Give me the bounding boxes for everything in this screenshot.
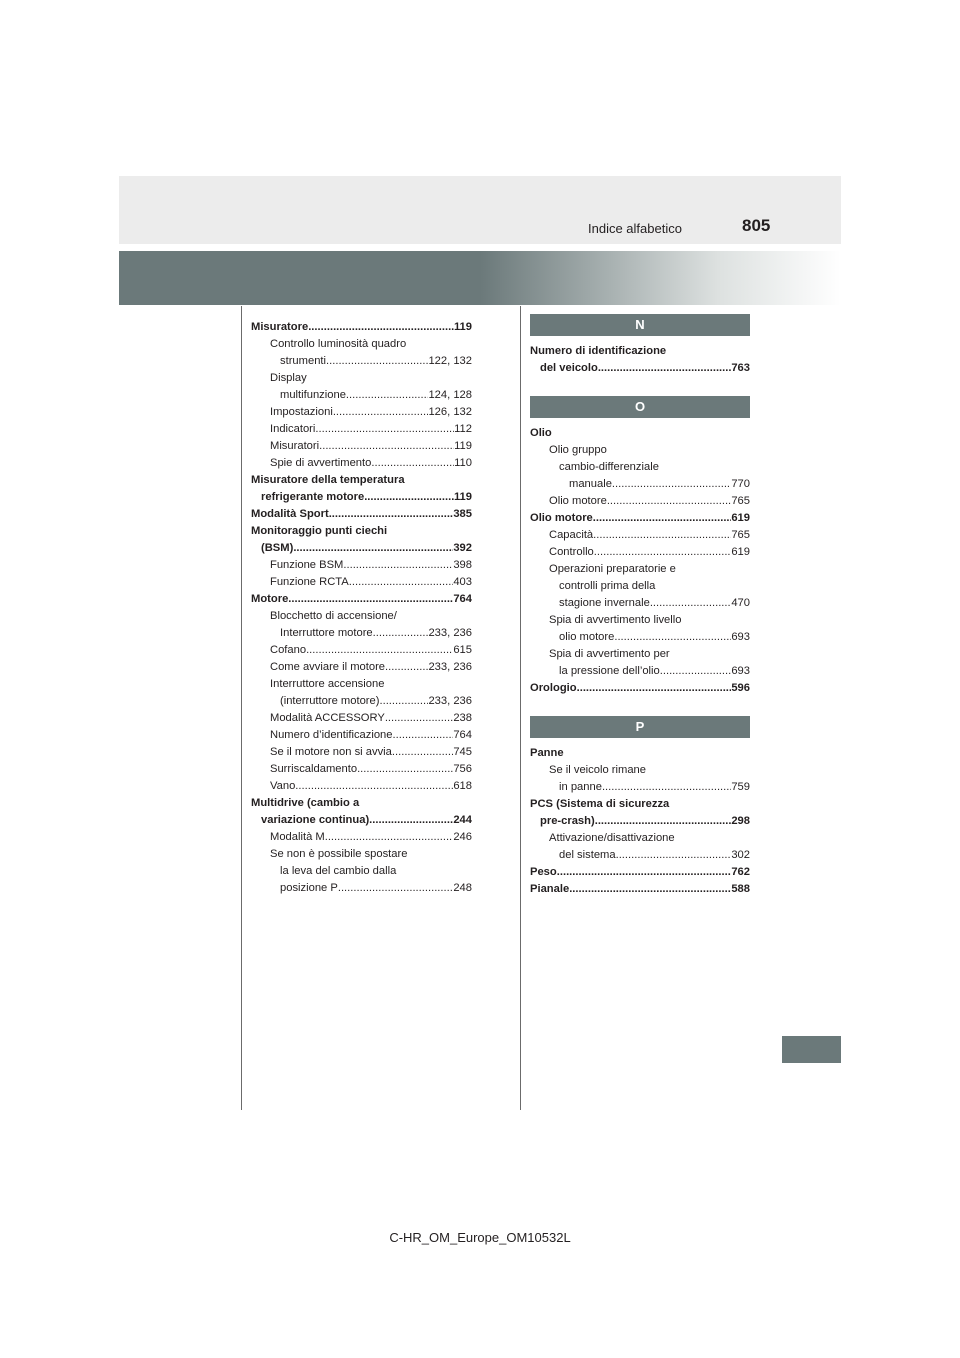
middle-column-rule [520,306,521,1110]
entry-line: Blocchetto di accensione/ [270,610,397,622]
index-subentry[interactable] [530,527,750,544]
entry-line [270,693,472,710]
entry-text: Funzione BSM [270,559,344,571]
entry-line [530,510,750,527]
entry-line: Se non è possibile spostare [270,848,408,860]
entry-text: olio motore [559,631,615,643]
entry-text: Modalità ACCESSORY [270,712,385,724]
left-column-rule [241,306,242,1110]
entry-line [530,881,750,898]
entry-text: posizione P [280,882,338,894]
dot-leader [315,421,454,438]
letter-heading: O [530,396,750,418]
dot-leader [373,625,429,642]
entry-line: Attivazione/disattivazione [549,832,675,844]
dot-leader [616,847,732,864]
dot-leader [346,387,429,404]
dot-leader [338,880,453,897]
index-subentry[interactable] [251,421,472,438]
index-entry[interactable] [530,510,750,527]
entry-text: Pianale [530,883,570,895]
entry-text: Come avviare il motore [270,661,386,673]
entry-line [270,404,472,421]
page-reference[interactable]: 246 [453,831,472,843]
dot-leader [349,574,454,591]
entry-text: stagione invernale [559,597,650,609]
page-reference[interactable]: 392 [453,542,472,554]
entry-line: Olio [530,427,552,439]
page-reference[interactable]: 119 [453,321,472,333]
dot-leader [577,680,732,697]
dot-leader [308,319,454,336]
page-reference[interactable]: 403 [453,576,472,588]
index-entry[interactable] [530,881,750,898]
entry-line [270,574,472,591]
entry-line [270,744,472,761]
dot-leader [326,353,428,370]
index-subentry[interactable] [530,646,750,680]
entry-text: variazione continua) [261,814,370,826]
entry-text: (interruttore motore) [280,695,380,707]
page-reference[interactable]: 298 [731,815,750,827]
index-subentry[interactable] [251,761,472,778]
page-reference[interactable]: 619 [731,546,750,558]
section-gap [530,377,750,396]
page-reference[interactable]: 693 [731,665,750,677]
dot-leader [650,595,732,612]
entry-line [549,527,750,544]
page-reference[interactable]: 764 [453,593,472,605]
entry-line: Operazioni preparatorie e [549,563,676,575]
page-reference[interactable]: 122, 132 [428,355,472,367]
entry-text: strumenti [280,355,327,367]
manual-code: C-HR_OM_Europe_OM10532L [389,1230,571,1245]
index-entry[interactable] [251,319,472,336]
entry-line [530,864,750,881]
page-reference[interactable]: 119 [453,491,472,503]
page-reference[interactable]: 112 [454,423,472,435]
index-subentry[interactable] [251,727,472,744]
entry-line [549,779,750,796]
entry-line [549,629,750,646]
page-reference[interactable]: 126, 132 [428,406,472,418]
entry-line [559,476,750,493]
entry-text: Spie di avvertimento [270,457,372,469]
page-reference[interactable]: 619 [731,512,750,524]
index-subentry[interactable] [251,846,472,897]
dot-leader [595,813,732,830]
page-reference[interactable]: 588 [731,883,750,895]
entry-text: Interruttore motore [280,627,373,639]
entry-line [270,421,472,438]
entry-text: multifunzione [280,389,346,401]
entry-line [251,591,472,608]
dot-leader [357,761,453,778]
dot-leader [333,404,429,421]
entry-line: Display [270,372,307,384]
dot-leader [364,489,454,506]
page-reference[interactable]: 596 [731,682,750,694]
entry-text: Funzione RCTA [270,576,349,588]
entry-line: Multidrive (cambio a [251,797,360,809]
dot-leader [319,438,454,455]
page-reference[interactable]: 110 [454,457,472,469]
dot-leader [598,360,732,377]
entry-line: Misuratore della temperatura [251,474,405,486]
page-reference[interactable]: 764 [453,729,472,741]
page-reference[interactable]: 302 [731,849,750,861]
entry-text: del sistema [559,849,616,861]
page-reference[interactable]: 762 [731,866,750,878]
page-reference[interactable]: 765 [731,495,750,507]
entry-line [549,663,750,680]
index-entry[interactable] [530,343,750,377]
entry-line [549,493,750,510]
entry-text: in panne [559,781,602,793]
dot-leader [325,829,454,846]
dot-leader [612,476,731,493]
index-entry[interactable] [251,506,472,523]
entry-text: pre-crash) [540,815,595,827]
index-subentry[interactable] [251,642,472,659]
index-entry [530,745,750,762]
dot-leader [288,591,453,608]
chapter-thumb-tab[interactable] [782,1036,841,1063]
index-subentry[interactable] [251,370,472,404]
index-subentry[interactable] [251,455,472,472]
page-reference[interactable]: 238 [453,712,472,724]
entry-line [251,489,472,506]
dot-leader [593,527,731,544]
page-reference[interactable]: 745 [453,746,472,758]
page-reference[interactable]: 756 [453,763,472,775]
index-subentry[interactable] [251,438,472,455]
entry-line [549,847,750,864]
entry-line [270,387,472,404]
index-subentry[interactable] [530,561,750,612]
index-column-left [251,319,472,897]
letter-heading: P [530,716,750,738]
entry-line [270,438,472,455]
dot-leader [614,629,731,646]
entry-text: Se il motore non si avvia [270,746,392,758]
index-subentry[interactable] [251,829,472,846]
entry-text: Controllo [549,546,594,558]
entry-text: Modalità M [270,831,325,843]
dot-leader [306,642,453,659]
dot-leader [343,557,453,574]
index-subentry[interactable] [530,762,750,796]
entry-line: Numero di identificazione [530,345,667,357]
dot-leader [295,778,453,795]
index-subentry [530,442,750,459]
entry-text: Misuratori [270,440,320,452]
entry-line: Se il veicolo rimane [549,764,647,776]
entry-text: Cofano [270,644,307,656]
index-subentry[interactable] [251,659,472,676]
letter-heading: N [530,314,750,336]
dot-leader [607,493,732,510]
entry-line: Interruttore accensione [270,678,385,690]
page-reference[interactable]: 233, 236 [428,627,472,639]
entry-text: (BSM) [261,542,294,554]
dot-leader [557,864,732,881]
index-subentry[interactable] [251,404,472,421]
entry-line: Spia di avvertimento livello [549,614,682,626]
entry-line: cambio-differenziale [559,461,659,473]
page-reference[interactable]: 615 [453,644,472,656]
entry-line: la leva del cambio dalla [280,865,397,877]
entry-line [530,813,750,830]
page-reference[interactable]: 618 [453,780,472,792]
entry-text: Vano [270,780,296,792]
entry-line [251,319,472,336]
index-subentry[interactable] [251,574,472,591]
dot-leader [392,744,453,761]
entry-line [270,642,472,659]
entry-text: Misuratore [251,321,309,333]
dot-leader [385,710,454,727]
entry-line [251,540,472,557]
dot-leader [660,663,732,680]
dot-leader [379,693,428,710]
entry-line [270,880,472,897]
page-reference[interactable]: 244 [453,814,472,826]
index-subentry[interactable] [530,544,750,561]
entry-line [530,360,750,377]
dot-leader [385,659,428,676]
page-reference[interactable]: 770 [731,478,750,490]
entry-text: manuale [569,478,612,490]
dot-leader [371,455,454,472]
index-entry[interactable] [251,591,472,608]
entry-line [251,812,472,829]
entry-text: Indicatori [270,423,316,435]
entry-line [549,544,750,561]
dot-leader [594,544,732,561]
entry-text: Olio motore [530,512,593,524]
entry-text: Capacità [549,529,594,541]
index-entry[interactable] [251,472,472,506]
entry-text: Impostazioni [270,406,333,418]
entry-text: del veicolo [540,362,598,374]
entry-line [270,625,472,642]
entry-line [549,595,750,612]
page-reference[interactable]: 765 [731,529,750,541]
dot-leader [393,727,454,744]
page-reference[interactable]: 233, 236 [428,695,472,707]
index-subentry[interactable] [251,676,472,710]
dot-leader [369,812,453,829]
page-reference[interactable]: 124, 128 [428,389,472,401]
page-reference[interactable]: 398 [453,559,472,571]
entry-line: PCS (Sistema di sicurezza [530,798,670,810]
index-subentry[interactable] [251,608,472,642]
index-column-right [530,314,750,898]
index-subentry[interactable] [251,710,472,727]
section-gap [530,697,750,716]
header-band [119,176,841,244]
page-reference[interactable]: 385 [453,508,472,520]
entry-text: Modalità Sport [251,508,329,520]
entry-line: controlli prima della [559,580,656,592]
index-subentry[interactable] [530,493,750,510]
entry-line: Spia di avvertimento per [549,648,670,660]
page-reference[interactable]: 759 [731,781,750,793]
entry-text: Numero d’identificazione [270,729,393,741]
index-entry[interactable] [251,523,472,557]
entry-line [270,761,472,778]
entry-line [270,778,472,795]
entry-line [270,455,472,472]
index-subentry[interactable] [251,744,472,761]
entry-text: Olio motore [549,495,607,507]
entry-line [270,557,472,574]
entry-line [251,506,472,523]
index-entry[interactable] [251,795,472,829]
dot-leader [569,881,731,898]
entry-line [270,710,472,727]
index-entry[interactable] [530,796,750,830]
index-subentry[interactable] [530,459,750,493]
index-entry[interactable] [530,864,750,881]
entry-line: Monitoraggio punti ciechi [251,525,388,537]
section-title: Indice alfabetico [588,221,682,236]
entry-text: Orologio [530,682,577,694]
entry-line: Olio gruppo [549,444,607,456]
index-subentry[interactable] [251,336,472,370]
page-reference[interactable]: 248 [453,882,472,894]
dot-leader [593,510,732,527]
entry-text: la pressione dell’olio [559,665,660,677]
entry-text: Surriscaldamento [270,763,358,775]
index-entry[interactable] [530,680,750,697]
entry-text: Motore [251,593,289,605]
chapter-gradient-band [119,251,841,305]
page-reference[interactable]: 233, 236 [428,661,472,673]
entry-line: Controllo luminosità quadro [270,338,407,350]
entry-line [530,680,750,697]
page-reference[interactable]: 119 [454,440,472,452]
index-subentry[interactable] [530,830,750,864]
entry-line [270,353,472,370]
page-reference[interactable]: 470 [731,597,750,609]
entry-line [270,659,472,676]
dot-leader [602,779,731,796]
page-reference[interactable]: 693 [731,631,750,643]
dot-leader [293,540,453,557]
entry-line [270,727,472,744]
index-entry [530,425,750,442]
entry-line: Panne [530,747,564,759]
entry-line [270,829,472,846]
index-subentry[interactable] [251,557,472,574]
index-subentry[interactable] [530,612,750,646]
page-number: 805 [742,216,771,235]
entry-text: refrigerante motore [261,491,365,503]
dot-leader [329,506,454,523]
index-subentry[interactable] [251,778,472,795]
entry-text: Peso [530,866,557,878]
page-reference[interactable]: 763 [731,362,750,374]
